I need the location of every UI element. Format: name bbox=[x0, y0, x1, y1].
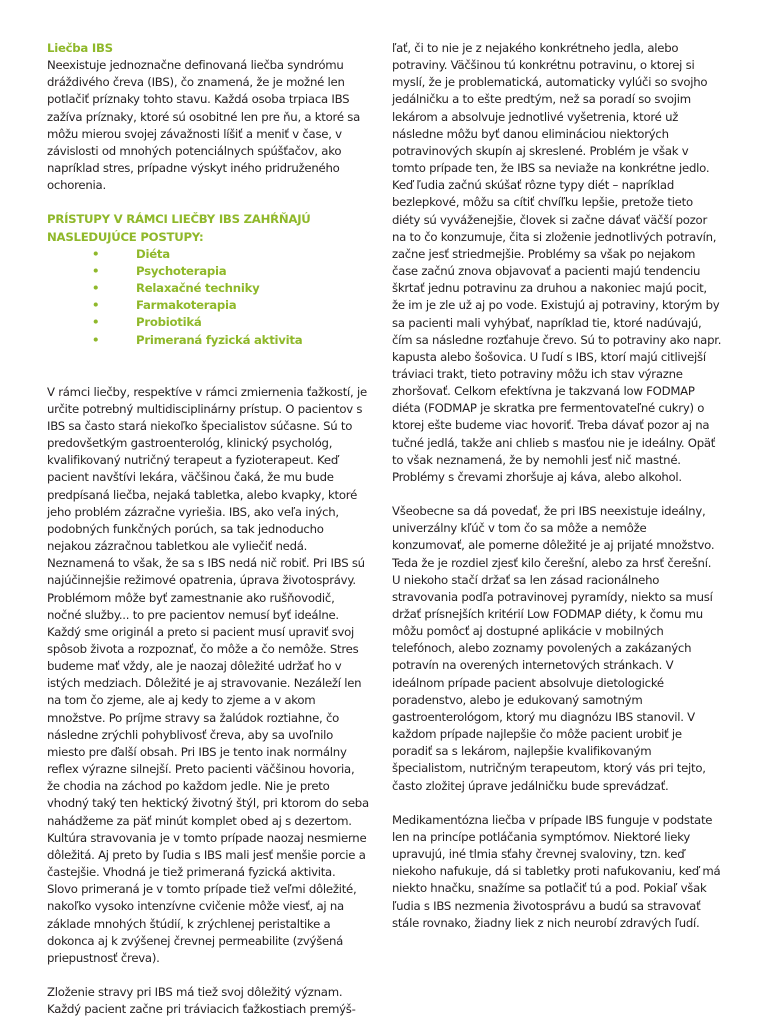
bullet-icon: • bbox=[92, 263, 100, 278]
bullet-icon: • bbox=[92, 298, 100, 313]
bullet-icon: • bbox=[92, 332, 100, 347]
list-item: • Farmakoterapia bbox=[47, 297, 369, 314]
list-item: • Psychoterapia bbox=[47, 263, 369, 280]
section-title: Liečba IBS bbox=[47, 41, 113, 55]
right-column bbox=[392, 40, 722, 932]
approaches-heading: PRÍSTUPY V RÁMCI LIEČBY IBS ZAHŔŇAJÚ NASLEDUJÚCE POSTUPY: bbox=[47, 212, 311, 244]
medication-paragraph: Medikamentózna liečba v prípade IBS funguje v podstate len na princípe potláčania symptómov. Niektoré lieky upravujú, iné tlmia sťahy črevnej svaloviny, tzn. keď niekoho nafukuje, dá si tabletky proti nafukovaniu, keď má niekto hnačku, snažíme sa potlačiť tú a pod. Pokiaľ však ľudia s IBS nezmenia životosprávu a budú sa stravovať stále rovnako, žiadny liek z nich neurobí zdravých ľudí. bbox=[392, 812, 721, 930]
intro-paragraph: Neexistuje jednoznačne definovaná liečba syndrómu dráždivého čreva (IBS), čo znamená, že je možné len potlačiť príznaky tohto stavu. Každá osoba trpiaca IBS zažíva príznaky, ktoré sú osobitné len pre ňu, a ktoré sa môžu mierou svojej závažnosti líšiť a meniť v čase, v závislosti od mnohých potenciálnych spúšťačov, ako napríklad stres, prípadne výskyt iného pridruženého ochorenia. bbox=[47, 58, 360, 193]
left-column bbox=[47, 40, 369, 1018]
bullet-icon: • bbox=[92, 281, 100, 296]
list-item: • Probiotiká bbox=[47, 314, 369, 331]
list-item: • Diéta bbox=[47, 246, 369, 263]
diet-paragraph-start: Zloženie stravy pri IBS má tiež svoj dôležitý význam. Každý pacient začne pri tráviacich ťažkostiach premýš- bbox=[47, 984, 356, 1017]
diet-paragraph-continued: ľať, či to nie je z nejakého konkrétneho jedla, alebo potraviny. Väčšinou tú konkrétnu potravinu, o ktorej si myslí, že je problematická, automaticky vylúči so svojho jedálničku a to ešte predtým, než sa poradí so svojim lekárom a absolvuje jednotlivé vyšetrenia, ktoré už následne môžu byť danou elimináciou niektorých potravinových skupín aj skreslené. Problém je však v tomto prípade ten, že IBS sa neviaže na konkrétne jedlo. Keď ľudia začnú skúšať rôzne typy diét – napríklad bezlepkové, môžu sa cítiť chvíľku lepšie, pretože tieto diéty sú vyváženejšie, človek si začne dávať väčší pozor na to čo konzumuje, čita si zloženie jednotlivých potravín, začne jesť striedmejšie. Problémy sa však po nejakom čase začnú znova objavovať a pacienti majú tendenciu škrtať jednu potravinu za druhou a nakoniec majú pocit, že im je zle už aj po vode. Existujú aj potraviny, ktorým by sa pacienti mali vyhýbať, napríklad tie, ktoré nadúvajú, čím sa následne rozťahuje črevo. Sú to potraviny ako napr. kapusta alebo šošovica. U ľudí s IBS, ktorí majú citlivejší tráviaci trakt, tieto potraviny môžu ich stav výrazne zhoršovať. Celkom efektívna je takzvaná low FODMAP diéta (FODMAP je skratka pre fermentovateľné cukry) o ktorej ešte budeme viac hovoriť. Treba dávať pozor aj na tučné jedlá, takže ani chlieb s masťou nie je ideálny. Opäť to však neznamená, že by nemohli jesť nič mastné. Problémy s črevami zhoršuje aj káva, alebo alkohol. bbox=[392, 41, 722, 484]
bullet-icon: • bbox=[92, 246, 100, 261]
general-paragraph: Všeobecne sa dá povedať, že pri IBS neexistuje ideálny, univerzálny kľúč v tom čo sa môže a nemôže konzumovať, ale pomerne dôležité je aj prijaté množstvo. Teda že je rozdiel zjesť kilo čerešní, alebo za hrsť čerešní. U niekoho stačí držať sa len zásad racionálneho stravovania podľa potravinovej pyramídy, niekto sa musí držať prísnejších kritérií Low FODMAP diéty, k čomu mu môžu pomôcť aj dostupné aplikácie v mobilných telefónoch, alebo zoznamy povolených a zakázaných potravín na overených internetových stránkach. V ideálnom prípade pacient absolvuje dietologické poradenstvo, alebo je edukovaný samotným gastroenterológom, ktorý mu diagnózu IBS stanovil. V každom prípade najlepšie čo môže pacient urobiť je poradiť sa s lekárom, najlepšie kvalifikovaným špecialistom, nutričným terapeutom, ktorý vás pri tejto, často zložitej úprave jedálničku bude sprevádzať. bbox=[392, 504, 715, 793]
bullet-icon: • bbox=[92, 315, 100, 330]
treatment-paragraph: V rámci liečby, respektíve v rámci zmiernenia ťažkostí, je určite potrebný multidisciplinárny prístup. O pacientov s IBS sa často stará niekoľko špecialistov súčasne. Sú to predovšetkým gastroenterológ, klinický psychológ, kvalifikovaný nutričný terapeut a fyzioterapeut. Keď pacient navštívi lekára, väčšinou čaká, že mu bude predpísaná liečba, nejaká tabletka, alebo kvapky, ktoré jeho problém zázračne vyriešia. IBS, ako veľa iných, podobných funkčných porúch, sa tak jednoducho nejakou zázračnou tabletkou ale vyliečiť nedá. Neznamená to však, že sa s IBS nedá nič robiť. Pri IBS sú najúčinnejšie režimové opatrenia, úprava životosprávy. Problémom môže byť zamestnanie ako rušňovodič, nočné služby... to pre pacientov nemusí byť ideálne. Každý sme originál a preto si pacient musí upraviť svoj spôsob života a rozpoznať, čo môže a čo nemôže. Stres budeme mať vždy, ale je naozaj dôležité udržať ho v istých medziach. Dôležité je aj stravovanie. Nezáleží len na tom čo zjeme, ale aj kedy to zjeme a v akom množstve. Po príjme stravy sa žalúdok roztiahne, čo následne zrýchli pohyblivosť čreva, aby sa uvoľnilo miesto pre ďalší obsah. Pri IBS je tento inak normálny reflex výrazne silnejší. Preto pacienti väčšinou hovoria, že chodia na záchod po každom jedle. Nie je preto vhodný taký ten hektický životný štýl, pri ktorom do seba nahádžeme za päť minút komplet obed aj s dezertom. Kultúra stravovania je v tomto prípade naozaj nesmierne dôležitá. Aj preto by ľudia s IBS mali jesť menšie porcie a častejšie. Vhodná je tiež primeraná fyzická aktivita. Slovo primeraná je v tomto prípade tiež veľmi dôležité, nakoľko vysoko intenzívne cvičenie môže viesť, aj na základe mnohých štúdií, k zrýchlenej peristaltike a dokonca aj k zvýšenej črevnej permeabilite (zvýšená priepustnosť čreva). bbox=[47, 384, 369, 965]
list-item: • Primeraná fyzická aktivita bbox=[47, 332, 369, 349]
list-item: • Relaxačné techniky bbox=[47, 280, 369, 297]
approaches-list bbox=[47, 246, 369, 349]
